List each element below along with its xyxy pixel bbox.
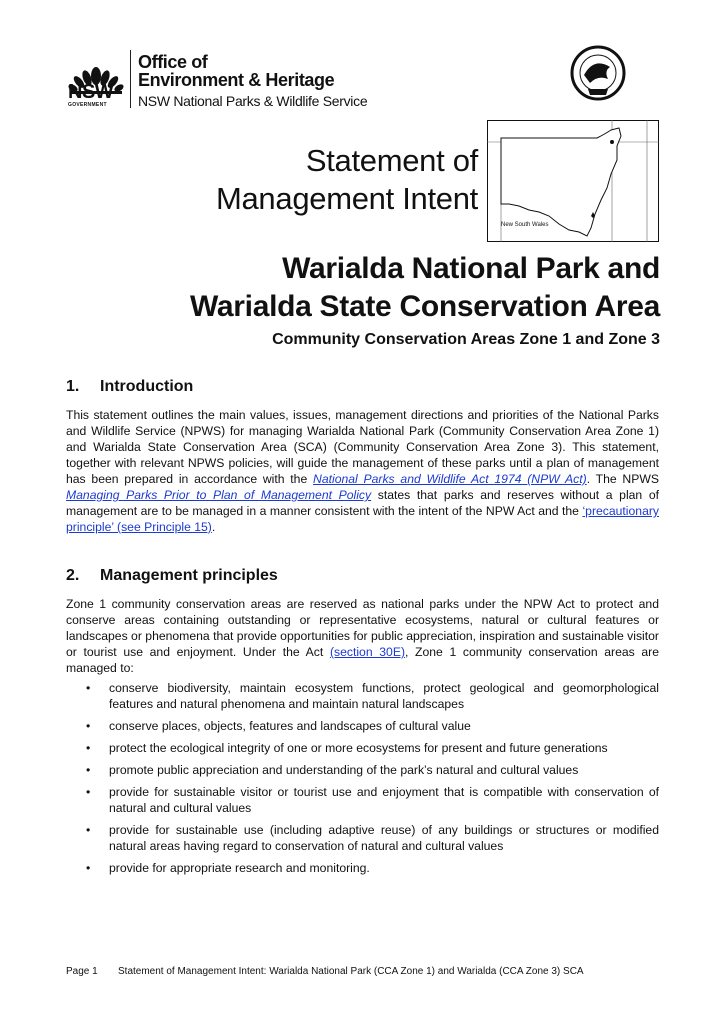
park-location-marker [610, 140, 614, 144]
park-title-line2: Warialda State Conservation Area [190, 290, 660, 323]
list-item: • provide for sustainable visitor or tourist use and enjoyment that is compatible with conservation of natural and cultural values [86, 784, 659, 816]
document-title [216, 142, 478, 218]
npws-seal-icon [564, 45, 632, 105]
precautionary-principle-link[interactable]: ‘precautionary principle’ (see Principle 15) [66, 504, 660, 534]
document-title-line1: Statement of [305, 143, 478, 178]
org-name-line1: Office of [138, 52, 208, 72]
list-item: • promote public appreciation and understanding of the park’s natural and cultural values [86, 762, 659, 778]
managing-parks-policy-link[interactable]: Managing Parks Prior to Plan of Management Policy [66, 488, 372, 502]
intro-text-1: This statement outlines the main values, issues, management directions and priorities of the National Parks and Wildlife Service (NPWS) for managing Warialda National Park (Community Conservation Area Zone 1) and Warialda State Conservation Area (SCA) (Community Conservation Area Zone 3). This statement, together with relevant NPWS policies, will guide the management of these parks until a plan of management has been prepared in accordance with the [66, 408, 659, 486]
org-name-line3: NSW National Parks & Wildlife Service [138, 93, 368, 109]
npw-act-link[interactable]: National Parks and Wildlife Act 1974 (NPW Act) [313, 472, 587, 486]
logo-divider [130, 50, 131, 108]
section-heading-introduction [66, 377, 193, 397]
section-number: 2. [66, 567, 80, 584]
list-item: • protect the ecological integrity of one or more ecosystems for present and future generations [86, 740, 659, 756]
list-item: • provide for appropriate research and monitoring. [86, 860, 659, 876]
nsw-government-label: GOVERNMENT [68, 102, 107, 108]
section-heading-management-principles [66, 566, 278, 586]
management-principles-list [86, 680, 659, 882]
list-item: • provide for sustainable use (including adaptive reuse) of any buildings or structures or modified natural areas having regard to conservation of natural and cultural values [86, 822, 659, 854]
section-30e-link[interactable]: (section 30E) [329, 645, 406, 659]
nsw-wordmark: NSW [68, 81, 114, 103]
mp-text-2: , Zone 1 community conservation areas are managed to: [66, 645, 659, 675]
mp-text-1: Zone 1 community conservation areas are reserved as national parks under the NPW Act to protect and conserve areas containing outstanding or representative ecosystems, natural or cultural features or landscapes or phenomena that provide opportunities for public appreciation, inspiration and sustainable visitor or tourist use and enjoyment. Under the Act [66, 597, 659, 659]
introduction-paragraph [66, 407, 659, 535]
list-item: • conserve places, objects, features and landscapes of cultural value [86, 718, 659, 734]
section-number: 1. [66, 378, 80, 395]
page-number: Page 1 [66, 966, 98, 977]
park-title-line1: Warialda National Park and [282, 252, 660, 285]
section-title: Introduction [100, 378, 194, 395]
management-principles-paragraph [66, 596, 659, 676]
document-title-line2: Management Intent [215, 181, 478, 216]
page-footer [66, 966, 584, 977]
org-name-line2: Environment & Heritage [138, 70, 335, 90]
nsw-location-map [487, 120, 659, 242]
park-title [40, 250, 660, 326]
footer-text: Statement of Management Intent: Warialda National Park (CCA Zone 1) and Warialda (CCA Zone 3) SCA [118, 966, 584, 977]
park-subtitle: Community Conservation Areas Zone 1 and Zone 3 [272, 331, 660, 348]
section-title: Management principles [100, 567, 278, 584]
list-item: • conserve biodiversity, maintain ecosystem functions, protect geological and geomorphological features and natural phenomena and maintain natural landscapes [86, 680, 659, 712]
intro-text-3: states that parks and reserves without a plan of management are to be managed in a manner consistent with the intent of the NPW Act and the [66, 488, 659, 518]
map-label: New South Wales [501, 222, 549, 228]
intro-text-2: . The NPWS [586, 472, 659, 486]
intro-text-4: . [211, 520, 216, 534]
